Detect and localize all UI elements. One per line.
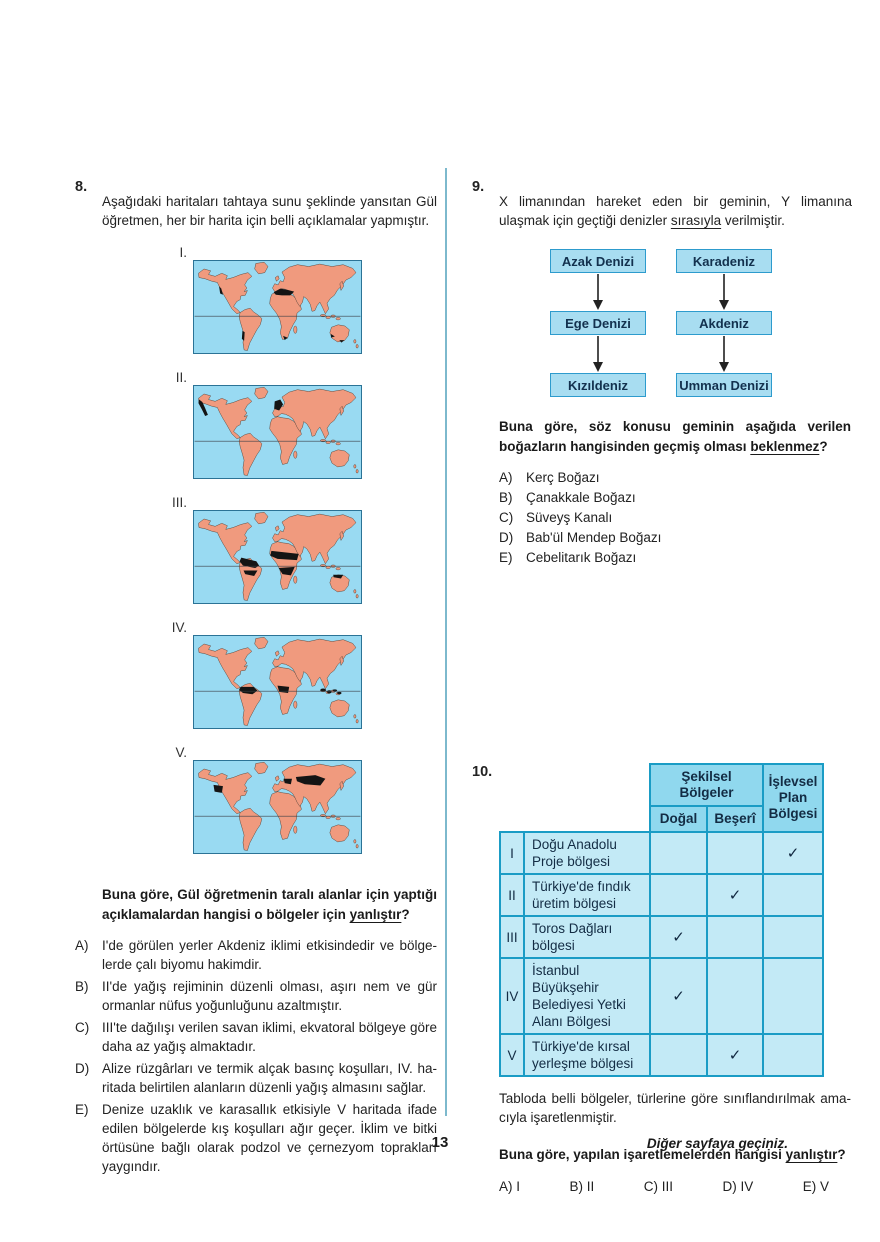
option-e [803, 1179, 829, 1194]
arrow-down-icon [718, 335, 730, 373]
map-5-label: V. [175, 745, 187, 760]
row-name: Türkiye'de kırsal yerleşme bölgesi [524, 1034, 650, 1076]
table-row [500, 958, 823, 1034]
question-8-prompt-text: Buna göre, Gül öğretmenin taralı alanlar için yaptığı açıklamalardan hangisi o bölgeler için [102, 887, 437, 922]
checkmark-cell: ✓ [707, 874, 763, 916]
flow-box-umman: Umman Denizi [676, 373, 772, 397]
question-8-number: 8. [75, 179, 88, 195]
map-4-label: IV. [171, 620, 187, 635]
option-letter: E) [499, 550, 513, 565]
row-number: II [500, 874, 524, 916]
table-row [500, 832, 823, 874]
option-letter: A) [75, 938, 89, 953]
option-b [75, 977, 437, 1015]
option-text: Bab'ül Mendep Boğazı [526, 530, 662, 545]
option-letter: A) [499, 1178, 513, 1194]
map-figure-2 [175, 370, 360, 479]
question-8-prompt-end: ? [401, 906, 410, 922]
question-9-prompt [499, 417, 851, 456]
checkmark-cell [707, 958, 763, 1034]
option-letter: D) [75, 1061, 90, 1076]
row-name: Türkiye'de fındık üretim bölgesi [524, 874, 650, 916]
checkmark-cell [763, 874, 823, 916]
flow-box-azak: Azak Denizi [550, 249, 646, 273]
table-blank-corner [500, 764, 650, 832]
row-name: İstanbul Büyükşehir Belediyesi Yetki Alanı Bölgesi [524, 958, 650, 1034]
arrow-down-icon [718, 273, 730, 311]
question-10-prompt-end: ? [837, 1147, 846, 1162]
checkmark-cell [707, 832, 763, 874]
row-number: I [500, 832, 524, 874]
table-header-beseri: Beşerî [707, 806, 763, 832]
table-header-dogal: Doğal [650, 806, 707, 832]
option-letter: C) [75, 1020, 90, 1035]
option-c [644, 1179, 673, 1194]
option-d [75, 1059, 437, 1097]
sea-flowchart [550, 249, 852, 397]
question-9-prompt-end: ? [819, 438, 828, 454]
option-d [499, 528, 852, 547]
option-a [75, 936, 437, 974]
table-row [500, 1034, 823, 1076]
option-c [499, 508, 852, 527]
world-map-equatorial-shading [193, 635, 362, 729]
world-map-continental-shading [193, 760, 362, 854]
option-b [569, 1179, 594, 1194]
question-10-number: 10. [472, 764, 493, 780]
option-text: Süveyş Kanalı [526, 510, 613, 525]
checkmark-cell: ✓ [650, 958, 707, 1034]
row-name: Doğu Anadolu Proje bölgesi [524, 832, 650, 874]
checkmark-cell: ✓ [650, 916, 707, 958]
flowchart-right-stack [676, 249, 772, 397]
option-e [499, 548, 852, 567]
row-name: Toros Dağları bölgesi [524, 916, 650, 958]
question-9-underlined-word: sırasıyla [670, 212, 722, 228]
checkmark-cell [650, 1034, 707, 1076]
map-1-label: I. [179, 245, 187, 260]
option-letter: B) [499, 490, 513, 505]
question-9 [472, 178, 852, 567]
map-2-label: II. [175, 370, 187, 385]
flowchart-left-stack [550, 249, 646, 397]
question-9-stem-text: X limanından hareket eden bir geminin, Y limanına ulaşmak için geçtiği denizler [499, 193, 852, 228]
question-8-underlined-word: yanlıştır [349, 906, 402, 922]
question-10-underlined-word: yanlıştır [785, 1147, 838, 1162]
checkmark-cell [650, 832, 707, 874]
option-a [499, 1179, 520, 1194]
question-9-underlined-word: beklenmez [750, 438, 820, 454]
flow-box-ege: Ege Denizi [550, 311, 646, 335]
row-number: IV [500, 958, 524, 1034]
option-letter: E) [802, 1178, 817, 1194]
option-text: III [661, 1178, 673, 1194]
arrow-down-icon [592, 273, 604, 311]
question-10-options [499, 1179, 829, 1194]
question-8 [75, 178, 437, 1179]
footer-note: Diğer sayfaya geçiniz. [646, 1136, 788, 1151]
option-text: I [516, 1178, 521, 1194]
question-10-note: Tabloda belli bölgeler, türlerine göre sınıflandırılmak amacıyla işaretlenmiştir. [499, 1091, 851, 1125]
question-9-stem-end: verilmiştir. [721, 212, 785, 228]
row-number: V [500, 1034, 524, 1076]
column-divider [445, 168, 447, 1116]
option-letter: B) [569, 1178, 583, 1194]
question-9-prompt-text: Buna göre, söz konusu geminin aşağıda verilen boğazların hangisinden geçmiş olması [499, 419, 851, 454]
region-classification-table [499, 763, 824, 1077]
table-row [500, 874, 823, 916]
checkmark-cell [650, 874, 707, 916]
question-10 [472, 763, 852, 1194]
row-number: III [500, 916, 524, 958]
map-3-label: III. [171, 495, 187, 510]
option-letter: C) [643, 1178, 658, 1194]
checkmark-cell [763, 1034, 823, 1076]
question-8-stem: Aşağıdaki haritaları tahtaya sunu şeklinde yansıtan Gül öğretmen, her bir harita için belli açıklamalar yapmıştır. [102, 193, 437, 228]
question-10-prompt-text: Buna göre, yapılan işaretlemelerden hangisi [499, 1147, 786, 1162]
option-text: I'de görülen yerler Akdeniz iklimi etkisindedir ve bölgelerde çalı biyomu hakimdir. [102, 938, 437, 972]
question-8-prompt [102, 885, 437, 924]
option-text: V [819, 1178, 829, 1194]
table-row [500, 916, 823, 958]
option-letter: D) [722, 1178, 737, 1194]
question-9-number: 9. [472, 179, 485, 195]
map-figure-5 [175, 745, 360, 854]
question-9-options [499, 468, 852, 567]
table-header-islevsel: İşlevsel Plan Bölgesi [763, 764, 823, 832]
map-figure-1 [179, 245, 360, 354]
world-map-oceanic-shading [193, 385, 362, 479]
map-figure-3 [171, 495, 360, 604]
option-letter: E) [75, 1102, 89, 1117]
page-number: 13 [431, 1134, 449, 1151]
option-text: Çanakkale Boğazı [526, 490, 636, 505]
option-text: Kerç Boğazı [526, 470, 600, 485]
world-map-mediterranean-shading [193, 260, 362, 354]
option-b [499, 488, 852, 507]
table-header-sekilsel: Şekilsel Bölgeler [650, 764, 763, 806]
question-9-stem [499, 192, 852, 230]
option-text: Alize rüzgârları ve termik alçak basınç koşulları, IV. haritada belirtilen alanların düzenli yağış almasını sağlar. [102, 1061, 437, 1095]
option-letter: A) [499, 470, 513, 485]
checkmark-cell [707, 916, 763, 958]
arrow-down-icon [592, 335, 604, 373]
flow-box-karadeniz: Karadeniz [676, 249, 772, 273]
flow-box-kizildeniz: Kızıldeniz [550, 373, 646, 397]
checkmark-cell [763, 916, 823, 958]
option-text: II [586, 1178, 595, 1194]
option-d [722, 1179, 753, 1194]
option-text: Denize uzaklık ve karasallık etkisiyle V haritada ifade edilen bölgelerde kış koşulları ağır geçer. İklim ve bitki örtüsüne bağlı olarak podzol ve çernezyom toprakları yaygındır. [102, 1102, 437, 1174]
option-text: Cebelitarık Boğazı [526, 550, 637, 565]
checkmark-cell [763, 958, 823, 1034]
checkmark-cell: ✓ [707, 1034, 763, 1076]
option-letter: B) [75, 979, 89, 994]
option-letter: D) [499, 530, 514, 545]
option-text: IV [740, 1178, 754, 1194]
option-a [499, 468, 852, 487]
map-figure-4 [171, 620, 360, 729]
option-c [75, 1018, 437, 1056]
option-text: II'de yağış rejiminin düzenli olması, aşırı nem ve gür ormanlar nüfus yoğunluğunu azaltmıştır. [102, 979, 437, 1013]
checkmark-cell: ✓ [763, 832, 823, 874]
option-text: III'te dağılışı verilen savan iklimi, ekvatoral bölgeye göre daha az yağış almaktadır. [102, 1020, 437, 1054]
option-letter: C) [499, 510, 514, 525]
world-map-savanna-shading [193, 510, 362, 604]
flow-box-akdeniz: Akdeniz [676, 311, 772, 335]
